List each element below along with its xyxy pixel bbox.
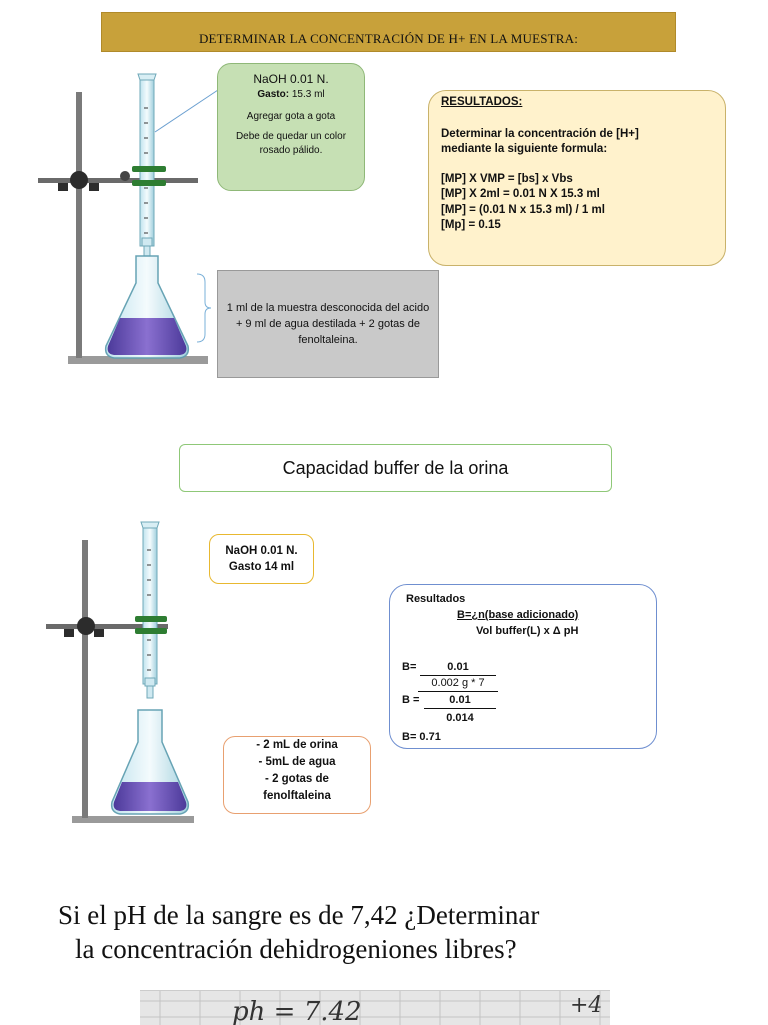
formula-2: [MP] X 2ml = 0.01 N X 15.3 ml bbox=[441, 188, 600, 200]
naoh-label: NaOH 0.01 N. bbox=[253, 72, 329, 86]
b1-numerator: 0.01 bbox=[420, 660, 496, 676]
gasto-line bbox=[226, 88, 356, 102]
graph-paper bbox=[140, 991, 610, 1025]
formula-1: [MP] X VMP = [bs] x Vbs bbox=[441, 172, 573, 185]
titration-apparatus-2 bbox=[42, 520, 202, 825]
buffer-formula-numerator: B=¿n(base adicionado) bbox=[457, 609, 579, 621]
instruction-drop: Agregar gota a gota bbox=[246, 111, 336, 122]
buffer-title-text: Capacidad buffer de la orina bbox=[282, 457, 509, 478]
handwriting-left: ph = 7.42 bbox=[232, 997, 362, 1025]
question-text bbox=[40, 898, 740, 966]
sample-description-box bbox=[217, 270, 439, 378]
naoh-info-box-2 bbox=[209, 534, 314, 584]
handwriting-right: +4 bbox=[570, 993, 603, 1018]
sample-line-1: - 2 mL de orina bbox=[256, 739, 338, 751]
question-line-2: la concentración dehidrogeniones libres? bbox=[75, 934, 517, 964]
results-desc-2: mediante la siguiente formula: bbox=[441, 143, 608, 155]
gasto-label: Gasto: bbox=[257, 89, 290, 100]
buffer-results-box bbox=[389, 584, 657, 749]
handwritten-notes-photo bbox=[140, 990, 610, 1025]
results-desc-1: Determinar la concentración de [H+] bbox=[441, 127, 639, 140]
results-box bbox=[428, 90, 726, 266]
pointer-line bbox=[150, 88, 220, 138]
b2-label: B = bbox=[402, 694, 420, 706]
gasto-value: 15.3 ml bbox=[291, 89, 325, 100]
buffer-formula-denominator: Vol buffer(L) x Δ pH bbox=[476, 625, 579, 637]
b1-denominator: 0.002 g * 7 bbox=[418, 676, 498, 692]
sample-line-4: fenolftaleina bbox=[263, 790, 331, 802]
naoh-label-2: NaOH 0.01 N. bbox=[225, 545, 298, 557]
results-heading-text: RESULTADOS: bbox=[441, 96, 523, 108]
sample-description: 1 ml de la muestra desconocida del acido + 9 ml de agua destilada + 2 gotas de fenoltaleina. bbox=[226, 302, 430, 346]
section-title-concentration bbox=[101, 12, 676, 52]
sample-line-2: - 5mL de agua bbox=[258, 756, 336, 768]
buffer-results-heading: Resultados bbox=[406, 593, 466, 605]
formula-4: [Mp] = 0.15 bbox=[441, 219, 501, 231]
bracket bbox=[195, 272, 215, 344]
urine-sample-box bbox=[223, 736, 371, 814]
results-heading bbox=[441, 95, 713, 111]
section-title-text: DETERMINAR LA CONCENTRACIÓN DE H+ EN LA MUESTRA: bbox=[198, 31, 579, 46]
naoh-info-box bbox=[217, 63, 365, 191]
b2-denominator: 0.014 bbox=[446, 712, 474, 724]
section-title-buffer bbox=[179, 444, 612, 492]
b-result: B= 0.71 bbox=[402, 731, 441, 743]
question-line-1: Si el pH de la sangre es de 7,42 ¿Determinar bbox=[58, 900, 540, 930]
b1-label: B= bbox=[402, 661, 417, 673]
gasto-line-2: Gasto 14 ml bbox=[228, 561, 295, 573]
formula-3: [MP] = (0.01 N x 15.3 ml) / 1 ml bbox=[441, 203, 605, 216]
b2-numerator: 0.01 bbox=[424, 693, 496, 709]
sample-line-3: - 2 gotas de bbox=[265, 773, 329, 785]
instruction-color: Debe de quedar un color rosado pálido. bbox=[235, 131, 347, 156]
